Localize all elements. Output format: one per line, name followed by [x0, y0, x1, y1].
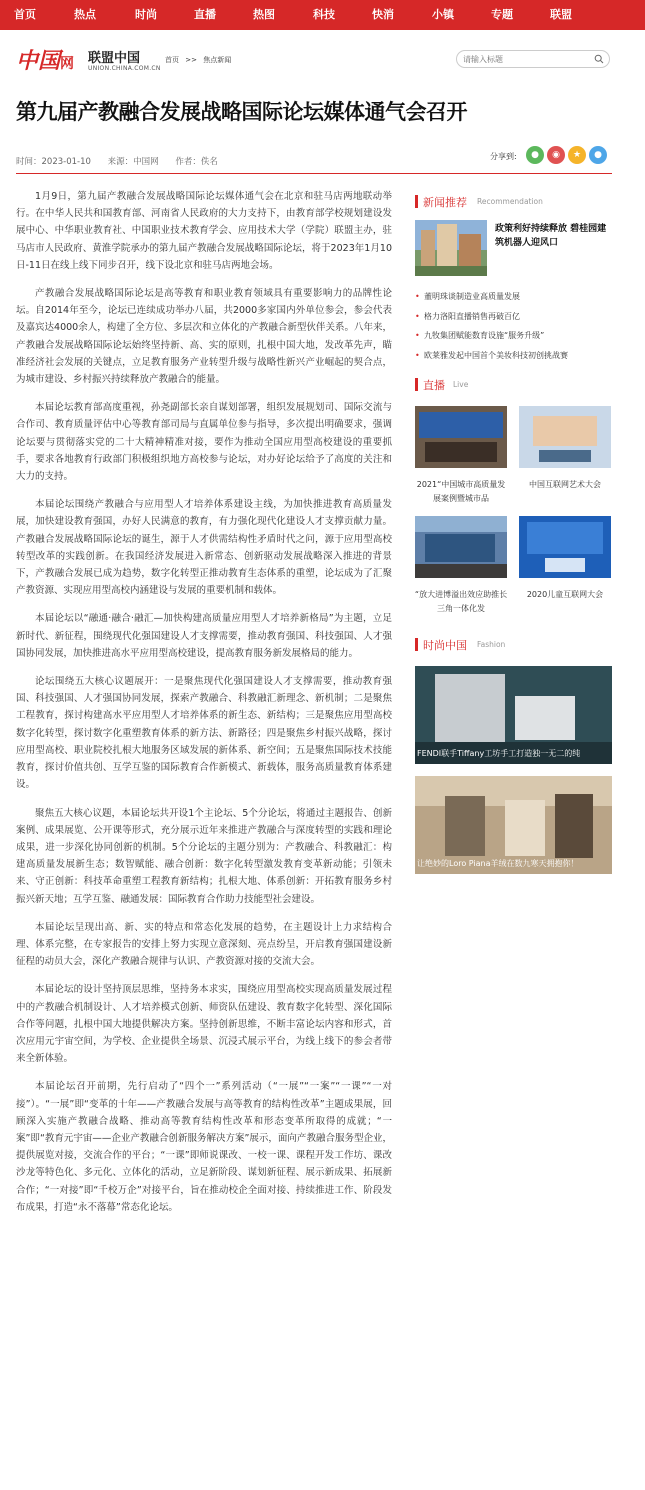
site-name: 联盟中国: [88, 51, 141, 66]
live-caption[interactable]: “放大进博溢出效应助推长三角一体化发: [414, 590, 508, 613]
article-paragraph: 1月9日，第九届产教融合发展战略国际论坛媒体通气会在北京和驻马店两地联动举行。在中华人民共和国教育部、河南省人民政府的大力支持下，由教育部学校规划建设发展中心、中华职业教育社、中国职业技术教育学会、应用技术大学（学院）联盟主办，驻马店市人民政府、黄淮学院承办的第九届产教融合发展战略国际论坛，将于2023年1月10日-11日在线上线下同步召开，线下设北京和驻马店两地会场。: [16, 191, 392, 271]
qq-icon[interactable]: ●: [589, 146, 607, 164]
list-item[interactable]: • 董明珠谈制造业高质量发展: [415, 287, 613, 307]
article-paragraph: 本届论坛召开前期，先行启动了“四个一”系列活动（“一展”“一案”“一课”“一对接”）。“一展”即“变革的十年——产教融合发展与高等教育的结构性改革”主题成果展，回顾深入实施产教融合战略、推动高等教育结构性改革和形态变革所取得的成就；“一案”即“教育元宇宙——企业产教融合创新服务解决方案”展示，面向产教融合服务型企业，提供展览对接，交流合作的平台；“一课”即师说课改、一校一课、课程开发工作坊、课改沙龙等特色化、多元化、立体化的活动，立足新阶段、谋划新征程、展示新成果、拓展新合作；“一对接”即“千校万企”对接平台，旨在推动校企全面对接、持续推进工作、阶段发布成果，打造“永不落幕”常态化论坛。: [16, 1081, 392, 1213]
section-subtitle: Live: [453, 380, 469, 389]
nav-item-tech[interactable]: 科技: [313, 8, 335, 21]
breadcrumb-home[interactable]: 首页: [165, 56, 179, 64]
section-marker: [415, 638, 418, 651]
recommend-list: [415, 287, 613, 365]
article-paragraph: 本届论坛呈现出高、新、实的特点和常态化发展的趋势，在主题设计上力求结构合理、体系完整，在专家报告的安排上努力实现立意深刻、亮点纷呈，开启教育强国建设新征程的动员大会，深化产教融合规律与认识、产教资源对接的交流大会。: [16, 921, 392, 968]
sidebar: [415, 0, 613, 1490]
list-item[interactable]: • 九牧集团赋能数育设施“服务升级”: [415, 326, 613, 346]
share-label: 分享到:: [490, 152, 517, 161]
featured-news-title[interactable]: 政策利好持续释放 碧桂园建筑机器人迎风口: [495, 224, 607, 248]
article-paragraph: 本届论坛围绕产教融合与应用型人才培养体系建设主线，为加快推进教育高质量发展，加快建设教育强国，办好人民满意的教育，有力强化现代化建设人才支撑贡献力量。产教融合发展战略国际论坛的诞生，源于人才供需结构性矛盾时代之问，源于应用型高校转型改革的实践创新。在我国经济发展进入新常态、创新驱动发展战略深入推进的背景下，产教融合发展已成为趋势，数字化转型正推动教育生态体系的重塑，论坛成为了汇聚产教资源、实现应用型高校内涵建设与发展的重要机制和载体。: [16, 499, 392, 597]
list-item[interactable]: • 欧莱雅发起中国首个美妆科技初创挑战赛: [415, 346, 613, 366]
section-title: 时尚中国: [423, 639, 467, 652]
wechat-icon[interactable]: ●: [526, 146, 544, 164]
publish-time: 时间：2023-01-10: [16, 157, 91, 167]
live-thumbnail[interactable]: [415, 516, 507, 578]
article-paragraph: 本届论坛教育部高度重视，孙尧副部长亲自谋划部署，组织发展规划司、国际交流与合作司、教育质量评估中心等教育部司局与直属单位参与指导，多次提出明确要求，强调论坛要与贯彻落实党的二十大精神精准对接，要作为推动全国应用型高校建设的重要抓手，要求各地教育行政部门积极组织地方高校参与论坛，对办好论坛给予了高度的关注和大力的支持。: [16, 402, 392, 483]
weibo-icon[interactable]: ◉: [547, 146, 565, 164]
section-title: 新闻推荐: [423, 196, 467, 209]
nav-item-fmcg[interactable]: 快消: [372, 8, 394, 21]
article-paragraph: 本届论坛以“融通·融合·融汇—加快构建高质量应用型人才培养新格局”为主题，立足新时代、新征程，围绕现代化强国建设人才支撑需要，推动教育强国、科技强国、人才强国协同发展，加快推进高水平应用型高校建设，提高教育服务新发展格局的能力。: [16, 613, 392, 659]
nav-item-town[interactable]: 小镇: [432, 8, 454, 21]
nav-item-home[interactable]: 首页: [14, 8, 36, 21]
article-paragraph: 聚焦五大核心议题，本届论坛共开设1个主论坛、5个分论坛，将通过主题报告、创新案例、成果展览、公开课等形式，充分展示近年来推进产教融合与深度转型的实践和理论成果，进一步深化协同创新的机制。5个分论坛的主题分别为：产教融合、科教融汇：构建高质量发展新生态；数智赋能、融合创新：数字化转型激发教育变革新动能；引领未来、守正创新：科技革命重塑工程教育新结构；扎根大地、体系创新：开拓教育服务乡村振兴新天地；互学互鉴、融通发展：国际教育合作助力技能型社会建设。: [16, 807, 392, 905]
breadcrumb: [165, 55, 235, 65]
section-marker: [415, 195, 418, 208]
fashion-caption[interactable]: 让绝妙的Loro Piana羊绒在数九寒天拥抱你！: [417, 859, 579, 868]
nav-item-hot[interactable]: 热点: [74, 8, 96, 21]
section-subtitle: Fashion: [477, 640, 506, 649]
live-caption[interactable]: 2020儿童互联网大会: [526, 590, 604, 599]
article-author: 作者：佚名: [175, 157, 218, 167]
article-title: 第九届产教融合发展战略国际论坛媒体通气会召开: [16, 100, 467, 124]
site-url: UNION.CHINA.COM.CN: [88, 65, 161, 72]
article-paragraph: 论坛围绕五大核心议题展开：一是聚焦现代化强国建设人才支撑需要，推动教育强国、科技强国、人才强国协同发展，探索产教融合、科教融汇新理念、新机制；二是聚焦工程教育，探讨构建高水平应用型人才培养体系的新生态、新结构；三是聚焦应用型高校数字化转型，探讨数字化重塑教育体系的新方法、新路径；四是聚焦乡村振兴战略，探讨应用型高校、职业院校扎根大地服务区域发展的新体系、新空间；五是聚焦国际技术技能教育，探讨价值共创、互学互鉴的国际教育合作新模式、新载体，服务高质量教育体系建设。: [16, 676, 392, 791]
nav-item-live[interactable]: 直播: [194, 8, 216, 21]
nav-item-fashion[interactable]: 时尚: [135, 8, 157, 21]
breadcrumb-separator: >>: [185, 56, 197, 64]
live-thumbnail[interactable]: [519, 516, 611, 578]
live-caption[interactable]: 中国互联网艺术大会: [529, 480, 601, 489]
breadcrumb-current[interactable]: 焦点新闻: [203, 56, 232, 64]
section-title: 直播: [423, 379, 445, 392]
nav-item-union[interactable]: 联盟: [550, 8, 572, 21]
live-caption[interactable]: 2021“中国城市高质量发展案例暨城市品: [416, 480, 506, 503]
article-body: [16, 188, 392, 1227]
article-paragraph: 产教融合发展战略国际论坛是高等教育和职业教育领域具有重要影响力的品牌性论坛。自2014年至今，论坛已连续成功举办八届，共2000多家国内外单位参会，参会代表及嘉宾达4000余人，构建了全方位、多层次和立体化的产教融合新型伙伴关系。八年来，产教融合发展战略国际论坛始终坚持新、高、实的原则，扎根中国大地，发改革先声，瞄准经济社会发展的关键点，立足教育服务产业转型升级与战略性新兴产业崛起的契合点，为城市建设、乡村振兴持续释放产教融合的能量。: [16, 288, 392, 386]
logo-mark: 中国网: [16, 48, 75, 74]
nav-item-hot-pics[interactable]: 热图: [253, 8, 275, 21]
article-paragraph: 本届论坛的设计坚持顶层思维，坚持务本求实，围绕应用型高校实现高质量发展过程中的产教融合机制设计、人才培养模式创新、师资队伍建设、教育数字化转型、深化国际合作等问题，扎根中国大地提供解决方案。坚持创新思维，不断丰富论坛内容和形式，首次应用元宇宙空间，为学校、企业提供全场景、沉浸式展示平台，为线上线下的参会者带来全新体验。: [16, 984, 392, 1065]
qzone-icon[interactable]: ★: [568, 146, 586, 164]
live-thumbnail[interactable]: [519, 406, 611, 468]
list-item[interactable]: • 格力洛阳直播销售再破百亿: [415, 307, 613, 327]
section-marker: [415, 378, 418, 391]
article-source: 来源：中国网: [107, 157, 159, 167]
article-meta: [16, 155, 232, 167]
section-subtitle: Recommendation: [477, 197, 543, 206]
live-thumbnail[interactable]: [415, 406, 507, 468]
featured-news-image[interactable]: [415, 220, 487, 276]
nav-item-topics[interactable]: 专题: [491, 8, 513, 21]
fashion-caption[interactable]: FENDI联手Tiffany工坊手工打造独一无二的纯: [417, 749, 581, 758]
